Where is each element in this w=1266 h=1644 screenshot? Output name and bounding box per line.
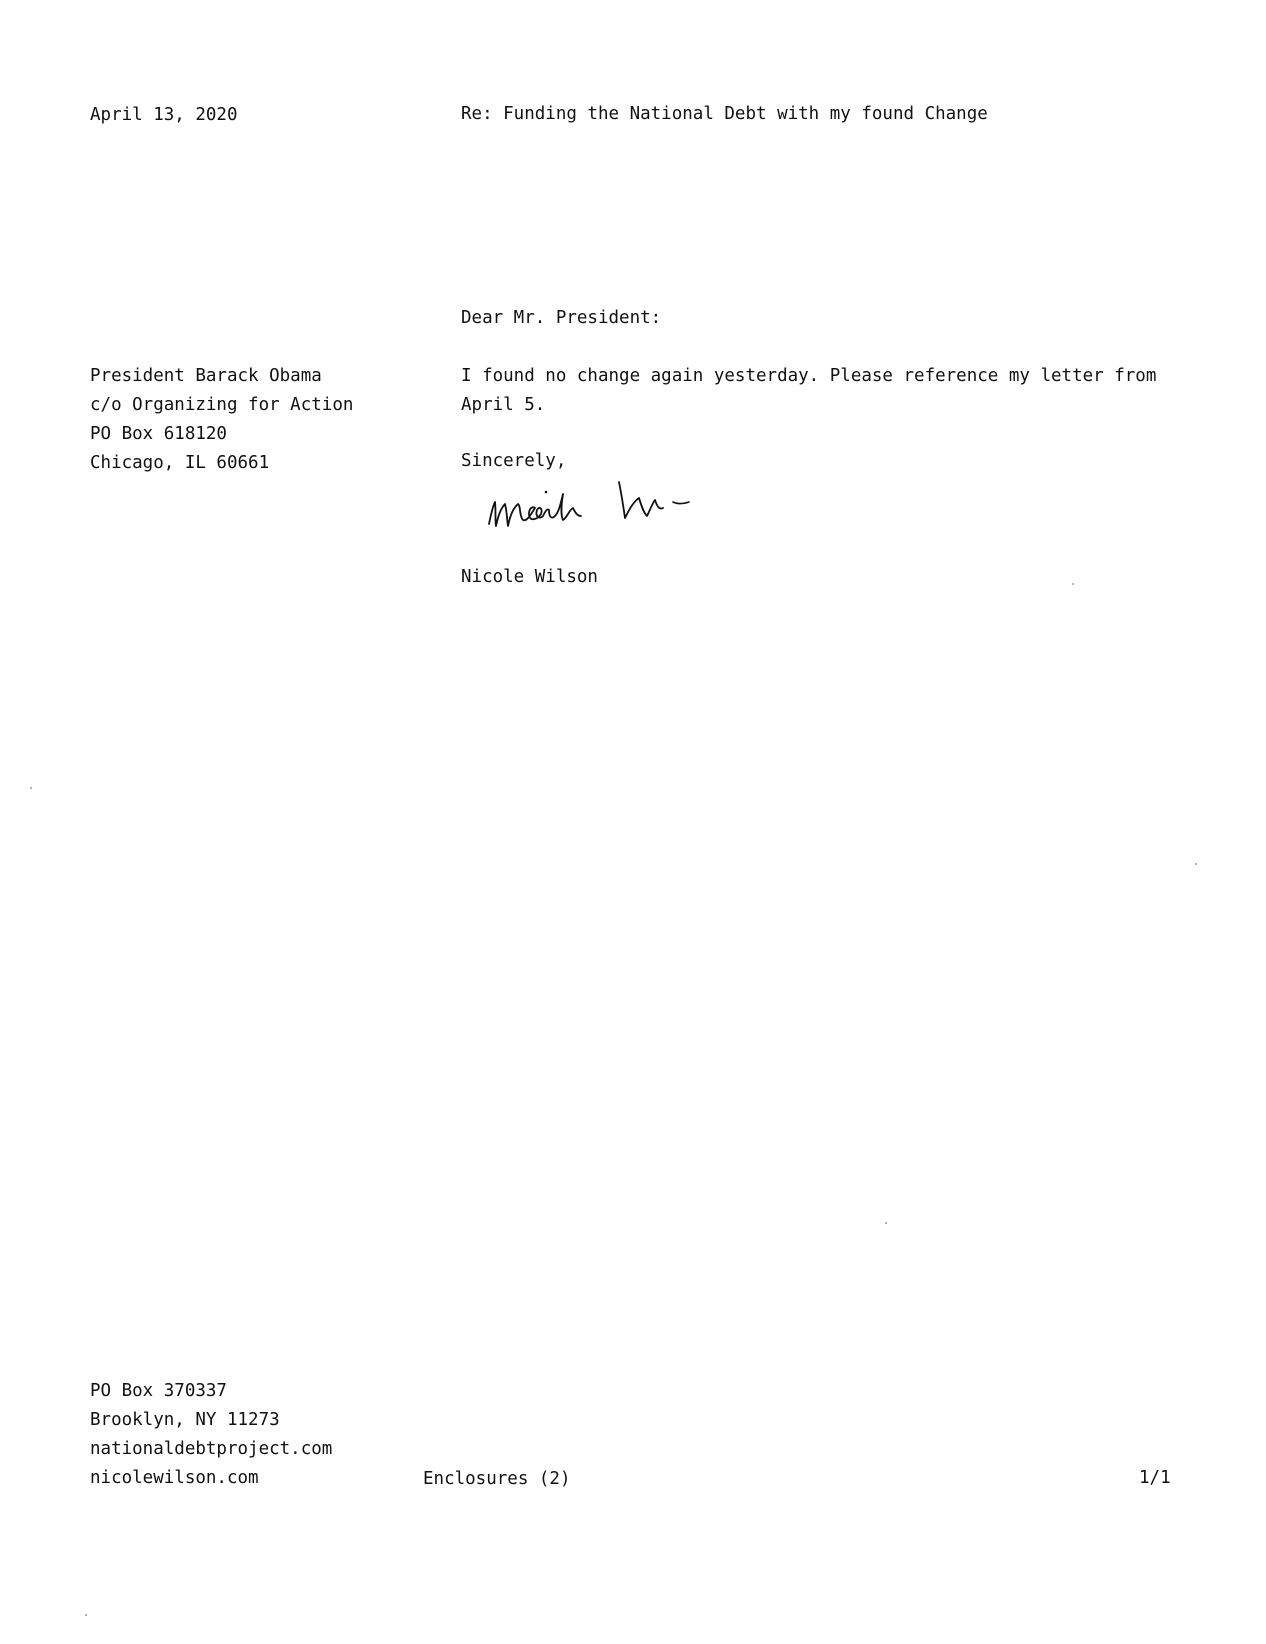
sender-address xyxy=(90,1377,332,1493)
letter-body: I found no change again yesterday. Please reference my letter from April 5. xyxy=(461,366,1157,415)
signer-name: Nicole Wilson xyxy=(461,567,598,587)
paper-speck xyxy=(1195,863,1197,865)
page-number: 1/1 xyxy=(1139,1468,1171,1488)
letter-subject: Re: Funding the National Debt with my found Change xyxy=(461,104,988,124)
recipient-line: PO Box 618120 xyxy=(90,424,227,444)
sender-address-line: Brooklyn, NY 11273 xyxy=(90,1410,280,1430)
handwritten-signature xyxy=(483,472,733,542)
paper-speck xyxy=(85,1614,87,1616)
sender-address-line: PO Box 370337 xyxy=(90,1381,227,1401)
recipient-address xyxy=(90,362,353,478)
recipient-line: President Barack Obama xyxy=(90,366,322,386)
salutation: Dear Mr. President: xyxy=(461,308,662,328)
sender-website: nationaldebtproject.com xyxy=(90,1439,333,1459)
enclosures-note: Enclosures (2) xyxy=(423,1469,571,1489)
paper-speck xyxy=(1072,583,1074,585)
recipient-line: c/o Organizing for Action xyxy=(90,395,354,415)
paper-speck xyxy=(885,1222,887,1224)
sender-website: nicolewilson.com xyxy=(90,1468,259,1488)
paper-speck xyxy=(30,787,32,789)
letter-date: April 13, 2020 xyxy=(90,105,238,125)
recipient-line: Chicago, IL 60661 xyxy=(90,453,270,473)
closing: Sincerely, xyxy=(461,451,567,471)
